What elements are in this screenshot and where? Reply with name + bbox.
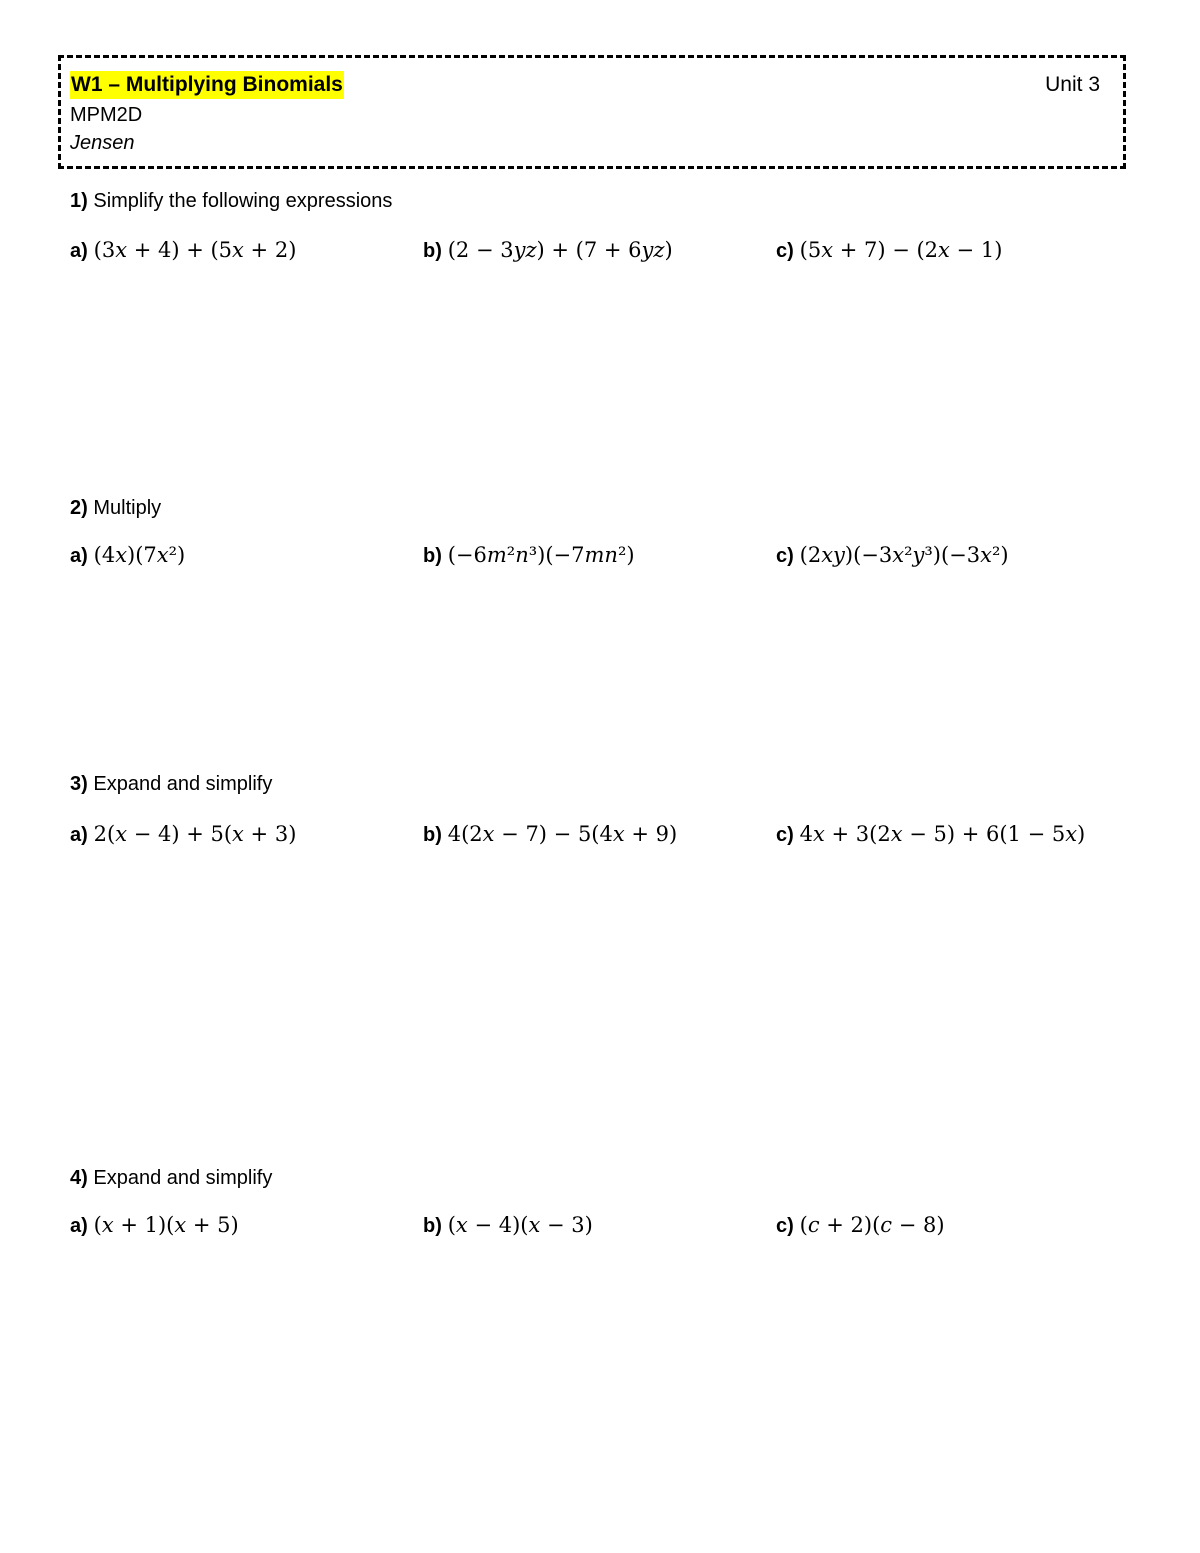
question-3-part-b: [423, 819, 677, 850]
question-prompt: Expand and simplify: [93, 1167, 273, 1189]
unit-label: Unit 3: [1045, 73, 1100, 96]
math-expression: (𝑥 − 4)(𝑥 − 3): [447, 1213, 593, 1237]
question-4-part-c: [776, 1210, 945, 1241]
part-letter: c): [776, 1215, 794, 1237]
math-expression: (𝑐 + 2)(𝑐 − 8): [799, 1213, 945, 1237]
math-expression: (2𝑥𝑦)(−3𝑥²𝑦³)(−3𝑥²): [799, 543, 1009, 567]
part-letter: c): [776, 240, 794, 262]
question-4-part-a: [70, 1210, 239, 1241]
course-code: MPM2D: [70, 104, 143, 126]
part-letter: a): [70, 1215, 88, 1237]
math-expression: (3𝑥 + 4) + (5𝑥 + 2): [93, 238, 297, 262]
question-number: 2): [70, 497, 88, 519]
question-4-heading: [70, 1164, 272, 1192]
question-4-part-b: [423, 1210, 593, 1241]
part-letter: b): [423, 1215, 442, 1237]
part-letter: b): [423, 545, 442, 567]
question-number: 1): [70, 190, 88, 212]
question-1-part-c: [776, 235, 1002, 266]
question-2-part-a: [70, 540, 185, 571]
math-expression: (𝑥 + 1)(𝑥 + 5): [93, 1213, 239, 1237]
question-number: 4): [70, 1167, 88, 1189]
question-prompt: Multiply: [93, 497, 162, 519]
part-letter: a): [70, 240, 88, 262]
question-prompt: Simplify the following expressions: [93, 190, 393, 212]
teacher-name: Jensen: [70, 132, 135, 154]
part-letter: b): [423, 824, 442, 846]
question-prompt: Expand and simplify: [93, 773, 273, 795]
math-expression: (4𝑥)(7𝑥²): [93, 543, 186, 567]
part-letter: a): [70, 824, 88, 846]
question-2-part-b: [423, 540, 635, 571]
question-1-part-b: [423, 235, 673, 266]
question-2-part-c: [776, 540, 1009, 571]
math-expression: (5𝑥 + 7) − (2𝑥 − 1): [799, 238, 1003, 262]
question-1-heading: [70, 187, 392, 215]
math-expression: 4(2𝑥 − 7) − 5(4𝑥 + 9): [447, 822, 678, 846]
question-3-part-a: [70, 819, 296, 850]
part-letter: b): [423, 240, 442, 262]
part-letter: c): [776, 824, 794, 846]
question-1-part-a: [70, 235, 296, 266]
math-expression: (2 − 3𝑦𝑧) + (7 + 6𝑦𝑧): [447, 238, 673, 262]
worksheet-title: W1 – Multiplying Binomials: [70, 71, 344, 99]
math-expression: 4𝑥 + 3(2𝑥 − 5) + 6(1 − 5𝑥): [799, 822, 1086, 846]
math-expression: (−6𝑚²𝑛³)(−7𝑚𝑛²): [447, 543, 635, 567]
part-letter: c): [776, 545, 794, 567]
question-3-part-c: [776, 819, 1085, 850]
question-3-heading: [70, 770, 272, 798]
math-expression: 2(𝑥 − 4) + 5(𝑥 + 3): [93, 822, 297, 846]
part-letter: a): [70, 545, 88, 567]
question-2-heading: [70, 494, 161, 522]
question-number: 3): [70, 773, 88, 795]
